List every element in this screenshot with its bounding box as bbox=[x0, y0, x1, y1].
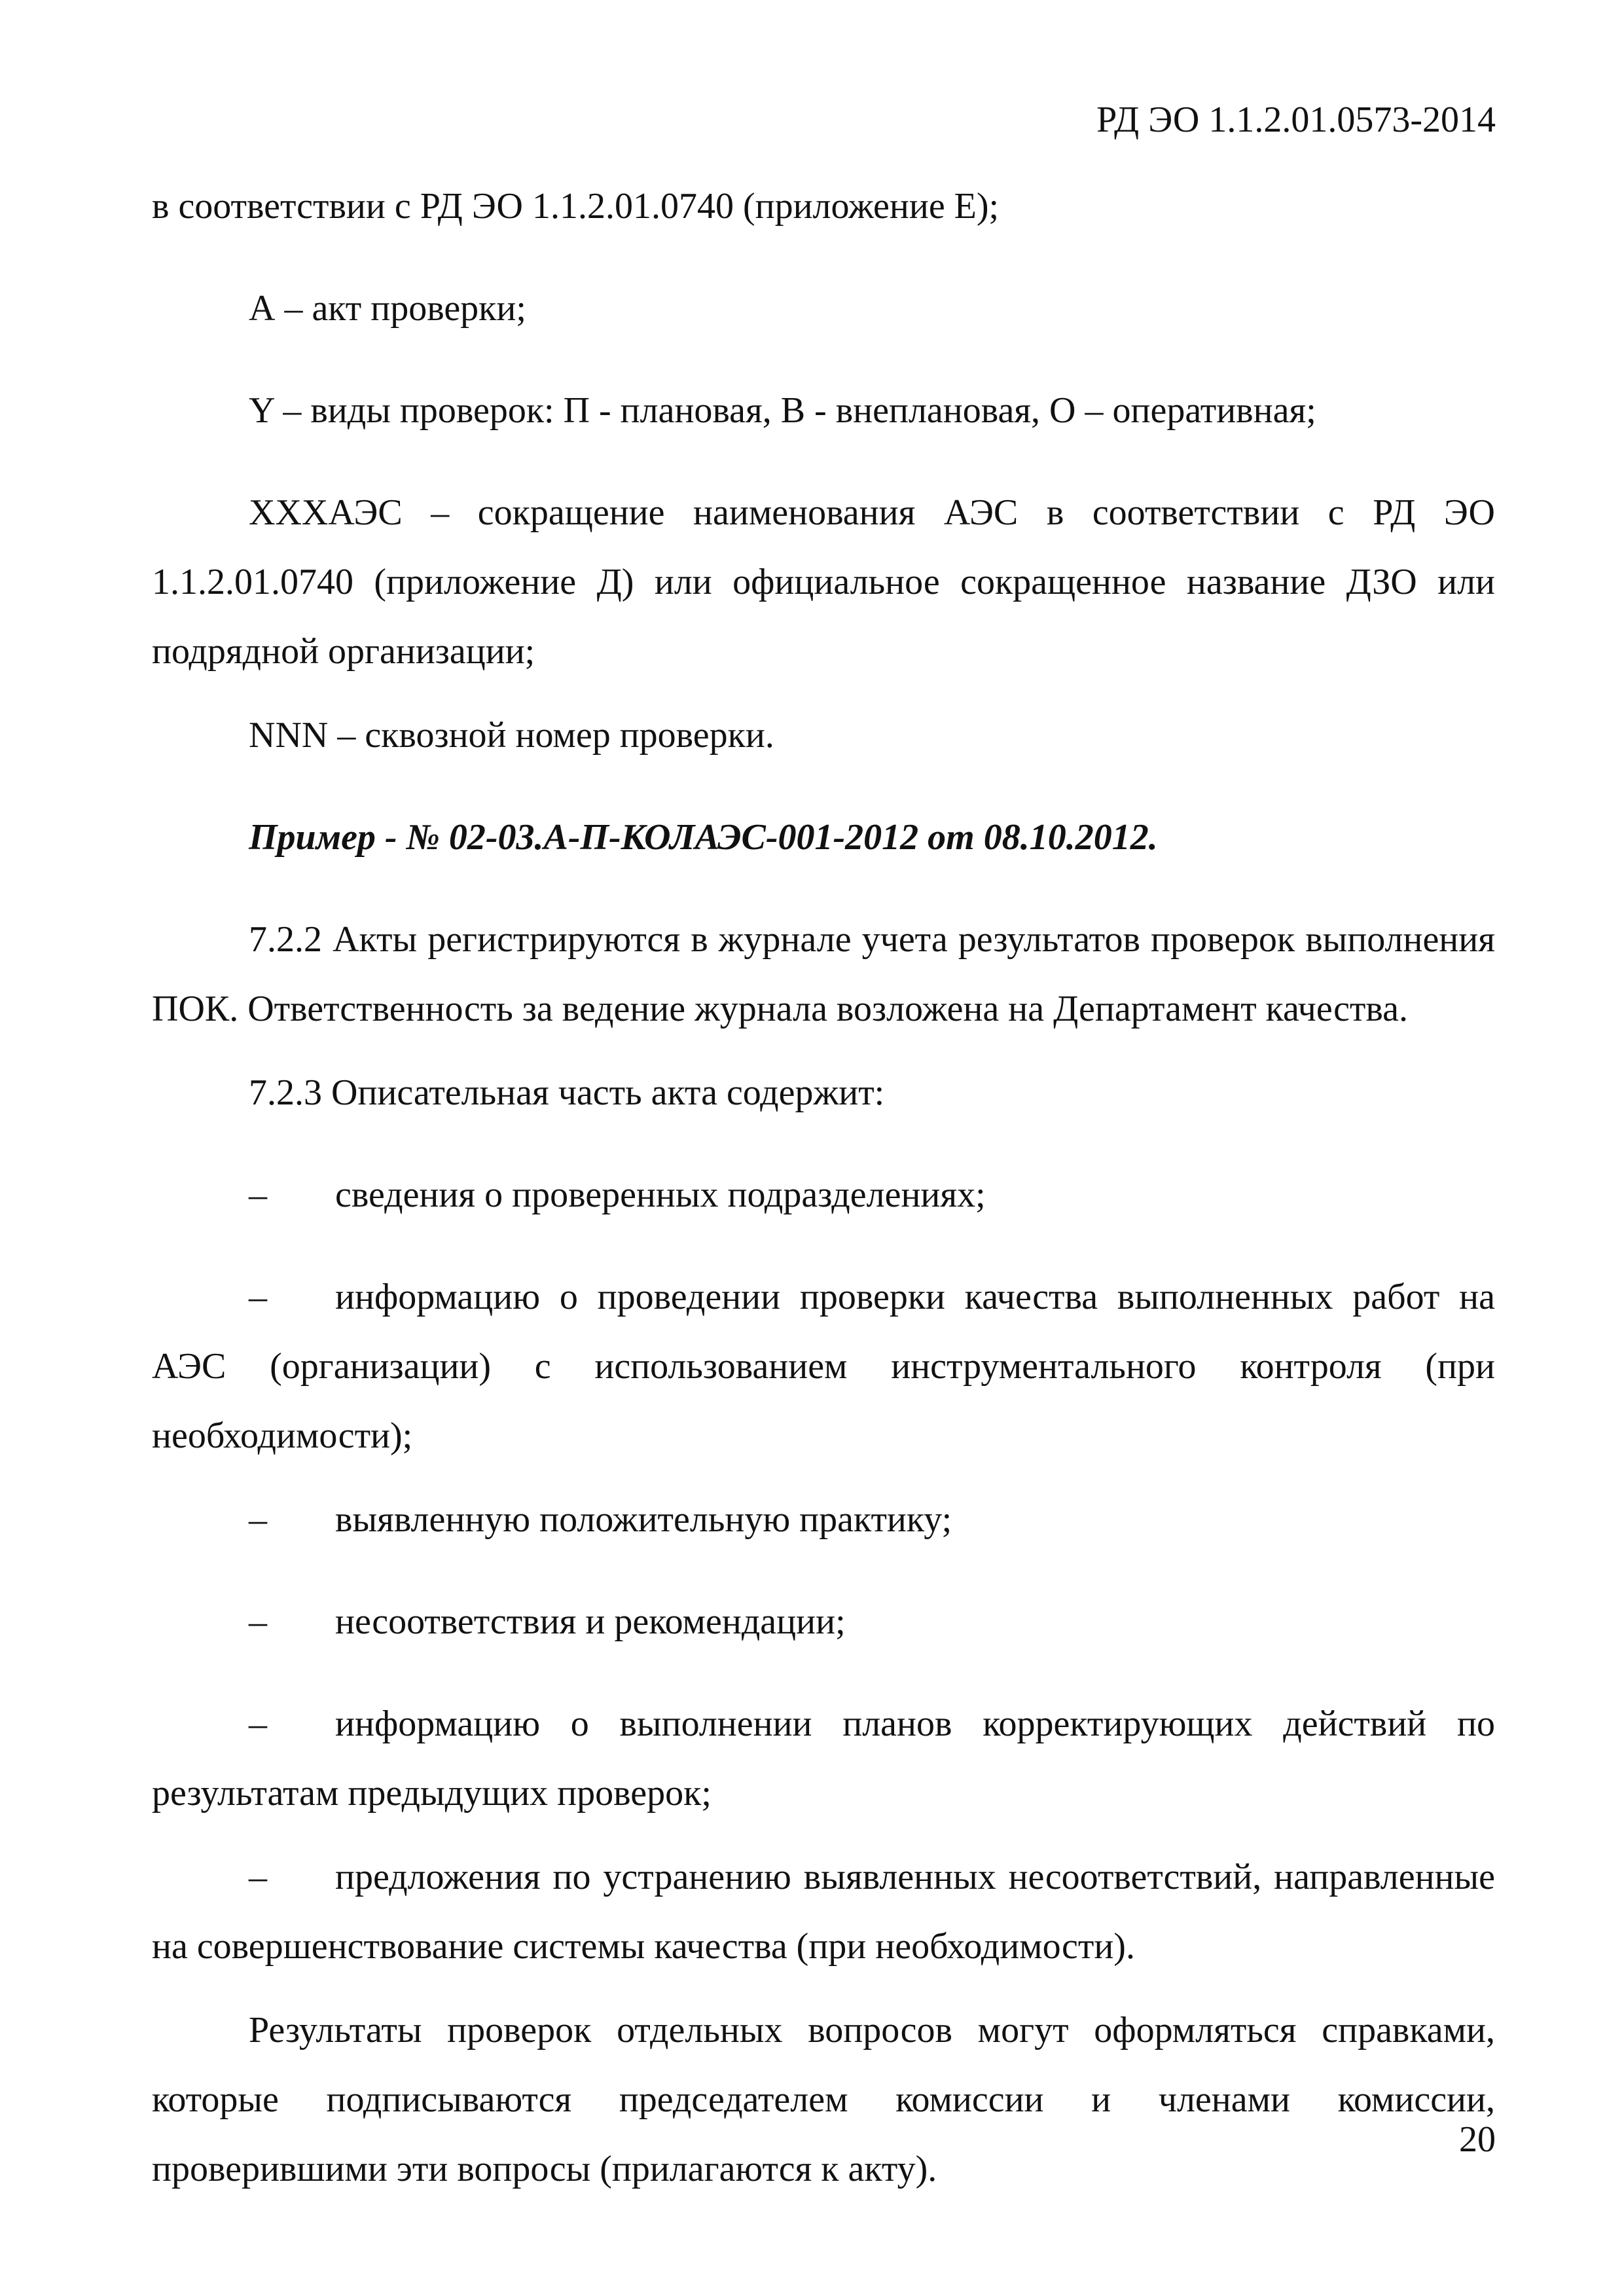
paragraph-definition-xxx: XXXАЭС – сокращение наименования АЭС в соответствии с РД ЭО 1.1.2.01.0740 (приложение Д) или официальное сокращенное название ДЗО или подрядной организации; bbox=[152, 492, 1495, 672]
paragraph-7-2-2: 7.2.2 Акты регистрируются в журнале учета результатов проверок выполнения ПОК. Ответственность за ведение журнала возложена на Департамент качества. bbox=[152, 919, 1495, 1029]
list-item bbox=[152, 1587, 1495, 1656]
list-item-text: информацию о проведении проверки качества выполненных работ на АЭС (организации) с использованием инструментального контроля (при необходимости); bbox=[152, 1277, 1495, 1456]
page-content bbox=[152, 172, 1495, 2236]
list-item bbox=[152, 1262, 1495, 1470]
list-item-text: информацию о выполнении планов корректирующих действий по результатам предыдущих проверок; bbox=[152, 1704, 1495, 1813]
paragraph-continuation: в соответствии с РД ЭО 1.1.2.01.0740 (приложение Е); bbox=[152, 186, 1000, 227]
list-item-text: предложения по устранению выявленных несоответствий, направленные на совершенствование системы качества (при необходимости). bbox=[152, 1857, 1495, 1967]
paragraph-definition-a: А – акт проверки; bbox=[249, 288, 526, 329]
list-item-text: несоответствия и рекомендации; bbox=[335, 1601, 846, 1642]
list-marker: – bbox=[249, 1704, 267, 1744]
page-number: 20 bbox=[1459, 2119, 1496, 2160]
paragraph-closing: Результаты проверок отдельных вопросов могут оформляться справками, которые подписываются председателем комиссии и членами комиссии, проверившими эти вопросы (прилагаются к акту). bbox=[152, 2010, 1495, 2189]
list-item bbox=[152, 1160, 1495, 1230]
paragraph-definition-nnn: NNN – сквозной номер проверки. bbox=[249, 715, 774, 756]
paragraph-definition-y: Y – виды проверок: П - плановая, В - внеплановая, О – оперативная; bbox=[249, 390, 1316, 431]
paragraph-example: Пример - № 02-03.А-П-КОЛАЭС-001-2012 от 08.10.2012. bbox=[249, 817, 1158, 858]
list-marker: – bbox=[249, 1857, 267, 1897]
list-marker: – bbox=[249, 1499, 267, 1540]
list-marker: – bbox=[249, 1277, 267, 1317]
list-item bbox=[152, 1689, 1495, 1828]
document-code: РД ЭО 1.1.2.01.0573-2014 bbox=[1096, 100, 1496, 140]
paragraph-7-2-3: 7.2.3 Описательная часть акта содержит: bbox=[249, 1072, 885, 1113]
list-item-text: выявленную положительную практику; bbox=[335, 1499, 952, 1540]
list-marker: – bbox=[249, 1601, 267, 1642]
list-item bbox=[152, 1842, 1495, 1981]
list-item-text: сведения о проверенных подразделениях; bbox=[335, 1175, 986, 1215]
list-marker: – bbox=[249, 1175, 267, 1215]
list-item bbox=[152, 1485, 1495, 1554]
